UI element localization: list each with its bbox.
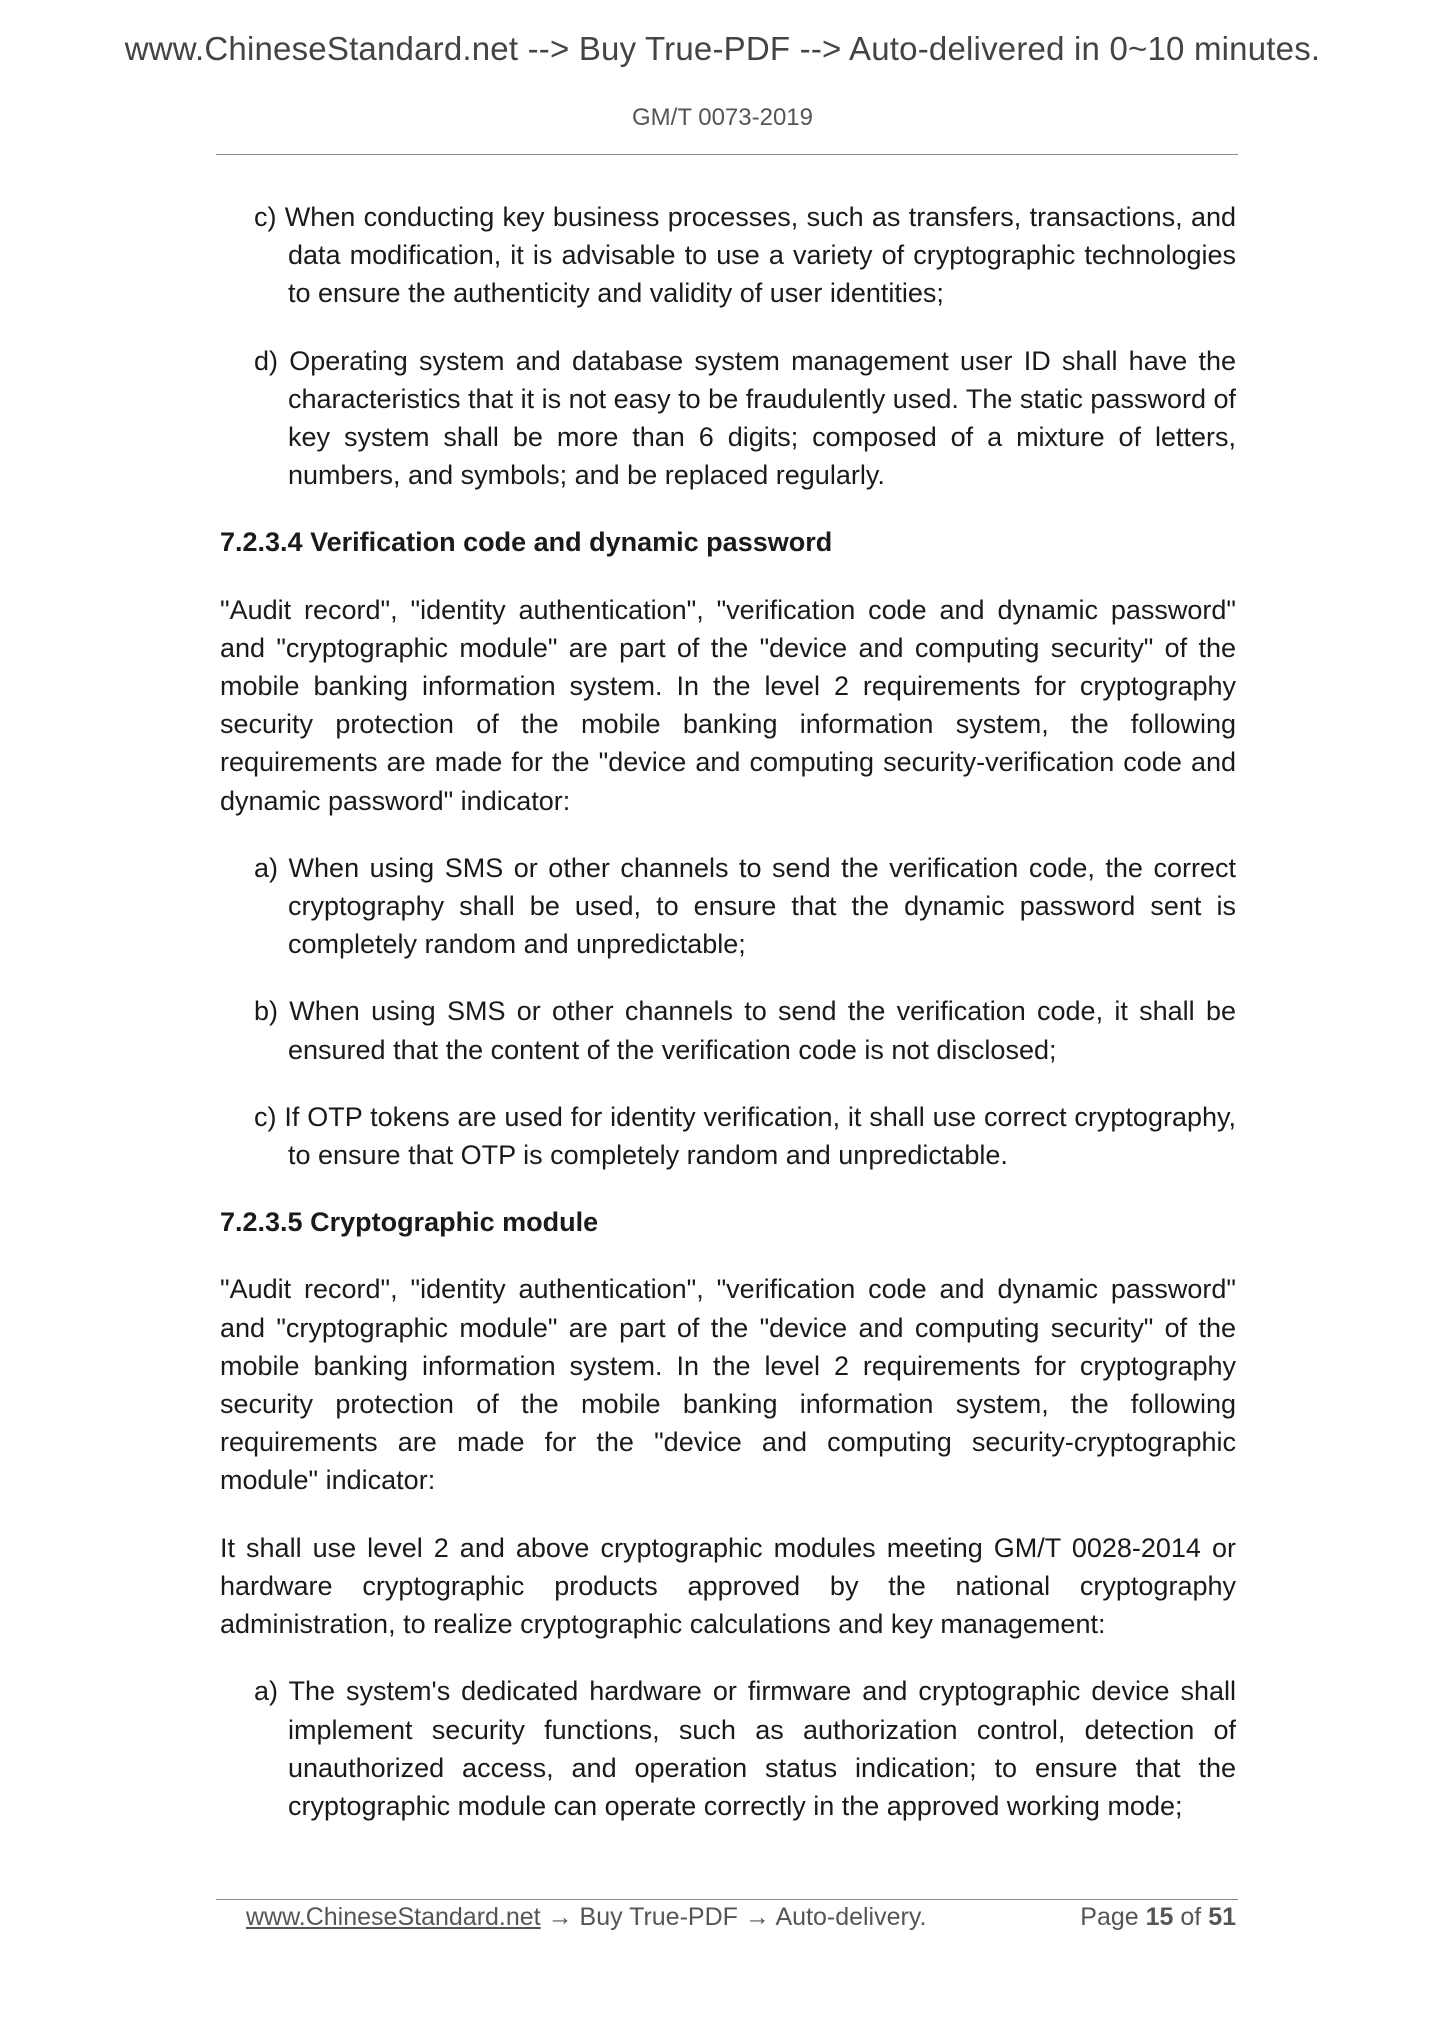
paragraph-intro-7-2-3-4: "Audit record", "identity authentication", "verification code and dynamic password" and "cryptographic module" are part of the "device and computing security" of the mobile banking information system. In the level 2 requirements for cryptography security protection of the mobile banking information system, the following requirements are made for the "device and computing security-verification code and dynamic password" indicator: (220, 594, 1236, 816)
paragraph-intro-7-2-3-5: "Audit record", "identity authentication", "verification code and dynamic password" and "cryptographic module" are part of the "device and computing security" of the mobile banking information system. In the level 2 requirements for cryptography security protection of the mobile banking information system, the following requirements are made for the "device and computing security-cryptographic module" indicator: (220, 1274, 1236, 1496)
header-divider (216, 154, 1238, 155)
list-item-c: c) When conducting key business processes, such as transfers, transactions, and data modification, it is advisable to use a variety of cryptographic technologies to ensure the authenticity and validity of user identities; (254, 202, 1236, 309)
footer-site-link[interactable]: www.ChineseStandard.net (246, 1903, 541, 1931)
section-heading-7-2-3-4: 7.2.3.4 Verification code and dynamic password (220, 527, 833, 558)
footer-auto-text: Auto-delivery. (775, 1903, 927, 1931)
paragraph-module-requirement: It shall use level 2 and above cryptographic modules meeting GM/T 0028-2014 or hardware cryptographic products approved by the national cryptography administration, to realize cryptographic calculations and key management: (220, 1532, 1236, 1640)
list-item-c: c) If OTP tokens are used for identity verification, it shall use correct cryptography, to ensure that OTP is completely random and unpredictable. (254, 1101, 1236, 1171)
page-number: Page 15 of 51 (1080, 1903, 1236, 1931)
list-item-a: a) When using SMS or other channels to send the verification code, the correct cryptography shall be used, to ensure that the dynamic password sent is completely random and unpredictable; (254, 852, 1236, 960)
top-banner: www.ChineseStandard.net --> Buy True-PDF --> Auto-delivered in 0~10 minutes. (124, 30, 1321, 67)
document-code: GM/T 0073-2019 (632, 104, 813, 131)
section-heading-7-2-3-5: 7.2.3.5 Cryptographic module (220, 1207, 599, 1238)
arrow-icon: → (744, 1903, 770, 1931)
footer-buy-text: Buy True-PDF (579, 1903, 738, 1931)
list-item-b: b) When using SMS or other channels to send the verification code, it shall be ensured that the content of the verification code is not disclosed; (254, 996, 1236, 1065)
list-item-a: a) The system's dedicated hardware or firmware and cryptographic device shall implement security functions, such as authorization control, detection of unauthorized access, and operation status indication; to ensure that the cryptographic module can operate correctly in the approved working mode; (254, 1676, 1236, 1821)
document-body (220, 198, 1236, 1854)
footer-divider (216, 1899, 1238, 1900)
list-item-d: d) Operating system and database system management user ID shall have the characteristics that it is not easy to be fraudulently used. The static password of key system shall be more than 6 digits; composed of a mixture of letters, numbers, and symbols; and be replaced regularly. (254, 345, 1236, 491)
arrow-icon: → (547, 1903, 573, 1931)
page-footer (246, 1903, 1236, 1943)
